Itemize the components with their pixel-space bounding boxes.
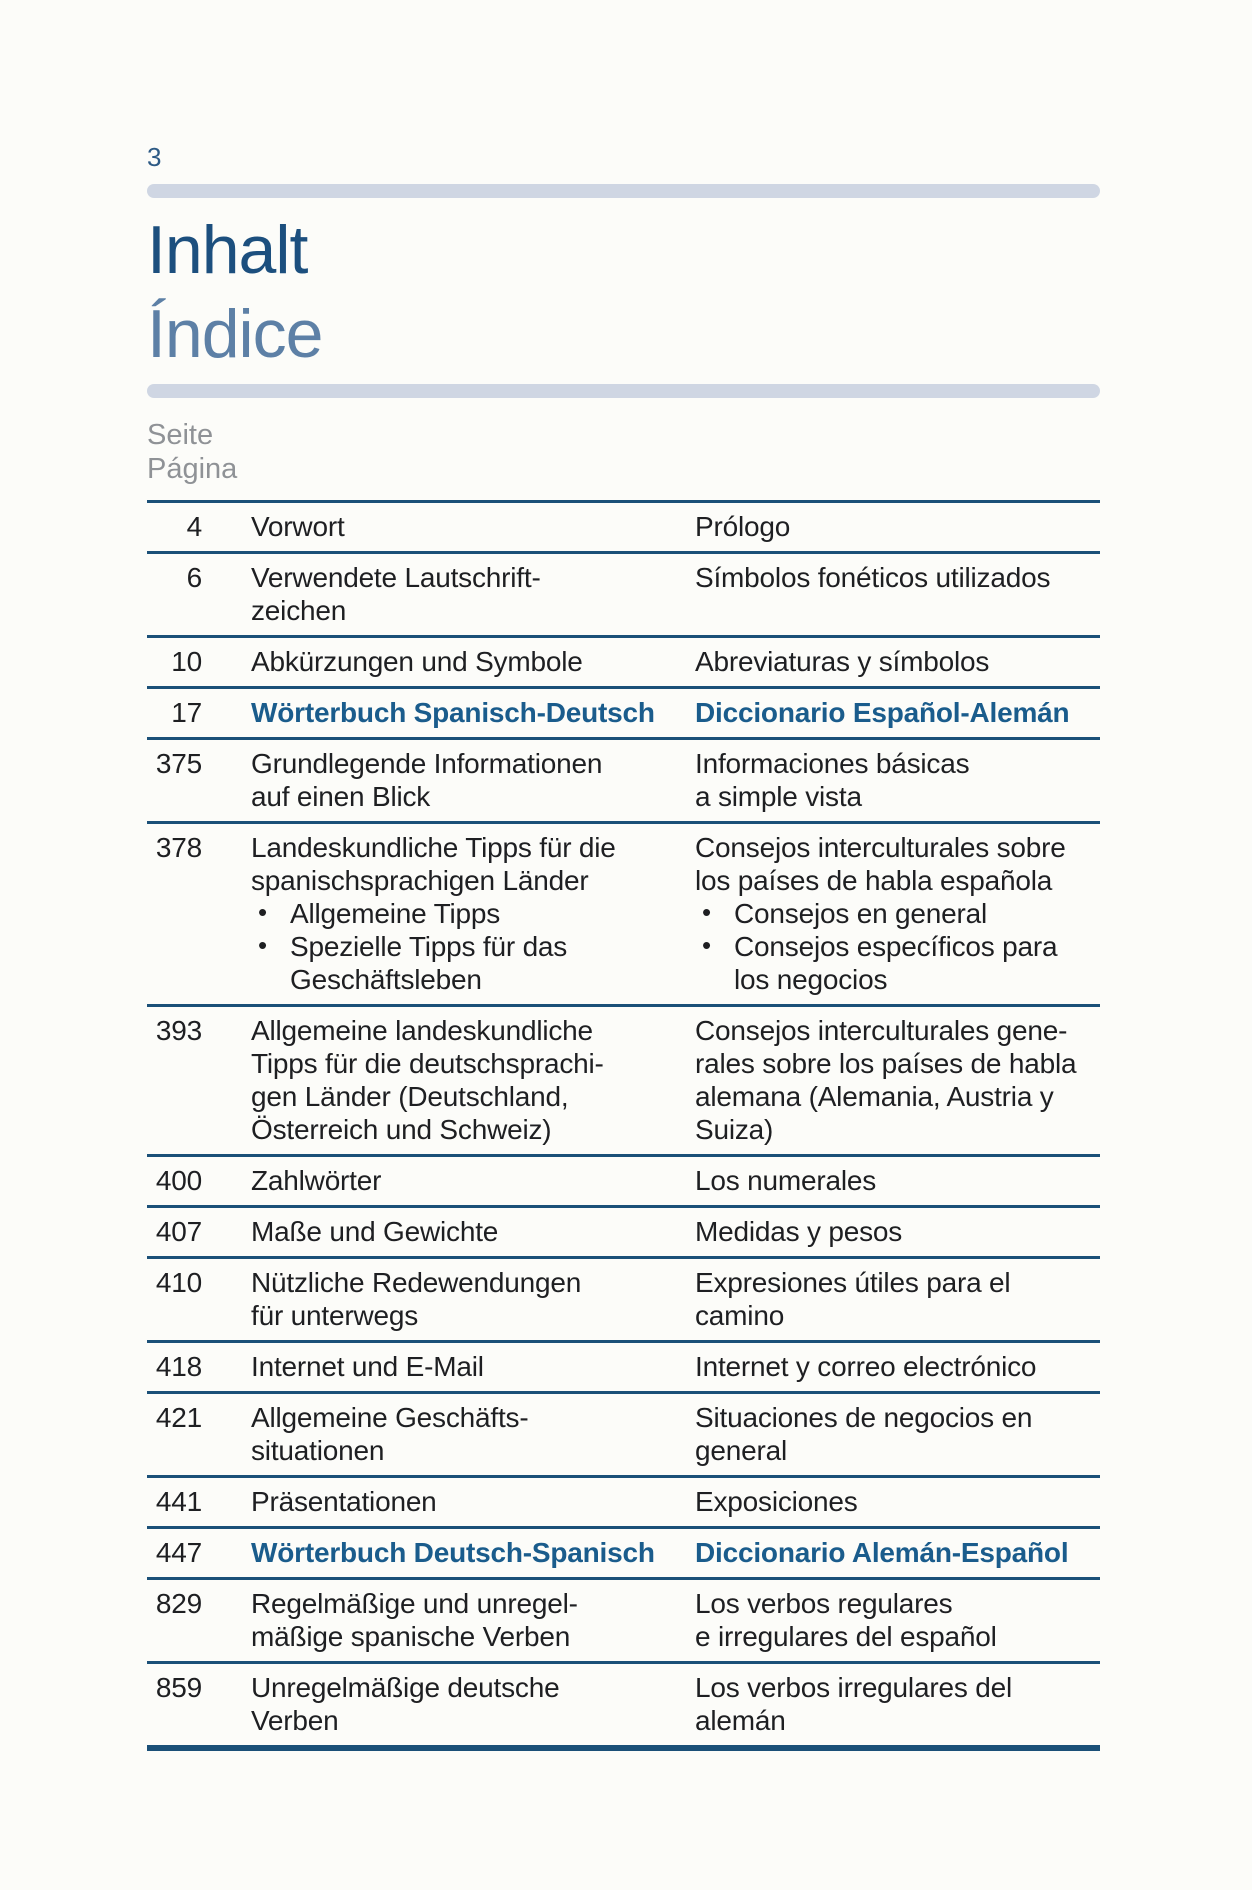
- toc-line: [251, 1704, 695, 1737]
- page-number-cell: 410: [155, 1267, 202, 1298]
- toc-line-text: Vorwort: [251, 511, 345, 542]
- toc-line-text: Expresiones útiles para el: [695, 1267, 1011, 1298]
- toc-line: [695, 1350, 1100, 1383]
- toc-line: [251, 747, 695, 780]
- toc-line-text: Präsentationen: [251, 1486, 437, 1517]
- toc-line-text: Verben: [251, 1705, 339, 1736]
- toc-line-text: gen Länder (Deutschland,: [251, 1081, 569, 1112]
- toc-line: [251, 864, 695, 897]
- page-title-block: [147, 208, 1100, 376]
- toc-line: [695, 1434, 1100, 1467]
- page-number-cell: 378: [155, 832, 202, 863]
- german-title-cell: [202, 561, 695, 627]
- toc-line-text: Tipps für die deutschsprachi-: [251, 1048, 604, 1079]
- german-title-cell: [202, 747, 695, 813]
- page-number-cell: 447: [155, 1537, 202, 1568]
- toc-line-text: für unterwegs: [251, 1300, 419, 1331]
- toc-line-text: Landeskundliche Tipps für die: [251, 832, 616, 863]
- toc-line-text: Medidas y pesos: [695, 1216, 903, 1247]
- toc-line-text: los países de habla española: [695, 865, 1053, 896]
- german-title-cell: [202, 1350, 695, 1383]
- bullet-icon: •: [702, 930, 711, 960]
- toc-line-text: Unregelmäßige deutsche: [251, 1672, 560, 1703]
- toc-line: [695, 1485, 1100, 1518]
- table-row: [147, 1664, 1100, 1751]
- toc-line-text: Wörterbuch Deutsch-Spanisch: [251, 1537, 655, 1568]
- toc-line: [695, 1215, 1100, 1248]
- toc-line: [695, 1401, 1100, 1434]
- spanish-title-cell: [695, 1671, 1100, 1737]
- toc-line: [251, 780, 695, 813]
- toc-line-text: mäßige spanische Verben: [251, 1621, 571, 1652]
- page-title-spanish: Índice: [147, 296, 323, 372]
- german-title-cell: [202, 1266, 695, 1332]
- german-title-cell: [202, 1014, 695, 1146]
- page-title-german: Inhalt: [147, 212, 308, 288]
- toc-line-text: Exposiciones: [695, 1486, 858, 1517]
- table-row: [147, 689, 1100, 740]
- toc-line-text: Nützliche Redewendungen: [251, 1267, 582, 1298]
- toc-line-text: Grundlegende Informationen: [251, 748, 603, 779]
- spanish-title-cell: [695, 1401, 1100, 1467]
- toc-line: [695, 963, 1100, 996]
- page-number-cell: 6: [186, 562, 202, 593]
- toc-line: [695, 1113, 1100, 1146]
- toc-line-text: Situaciones de negocios en: [695, 1402, 1033, 1433]
- toc-line: [251, 510, 695, 543]
- spanish-title-cell: [695, 747, 1100, 813]
- page-number-cell: 859: [155, 1672, 202, 1703]
- toc-table: [147, 500, 1100, 1751]
- table-row: [147, 1157, 1100, 1208]
- toc-line-text: Allgemeine Tipps: [290, 898, 501, 929]
- german-title-cell: [202, 1485, 695, 1518]
- toc-line: [251, 1047, 695, 1080]
- toc-line: [695, 780, 1100, 813]
- german-title-cell: [202, 510, 695, 543]
- toc-line-text: Consejos específicos para: [734, 931, 1058, 962]
- page-number-cell: 407: [155, 1216, 202, 1247]
- toc-line: [251, 696, 695, 729]
- toc-line-text: Diccionario Alemán-Español: [695, 1537, 1069, 1568]
- bullet-icon: •: [258, 897, 267, 927]
- toc-line: [695, 1014, 1100, 1047]
- toc-line: [251, 1266, 695, 1299]
- toc-line-text: Österreich und Schweiz): [251, 1114, 552, 1145]
- toc-line: [251, 1113, 695, 1146]
- toc-line: [695, 1164, 1100, 1197]
- table-row: [147, 824, 1100, 1007]
- page-number-cell: 829: [155, 1588, 202, 1619]
- toc-line-text: Verwendete Lautschrift-: [251, 562, 541, 593]
- toc-line: [251, 1620, 695, 1653]
- toc-line-text: Prólogo: [695, 511, 791, 542]
- bullet-icon: •: [702, 897, 711, 927]
- toc-line: [251, 1164, 695, 1197]
- spanish-title-cell: [695, 1014, 1100, 1146]
- table-row: [147, 1007, 1100, 1157]
- toc-line: [251, 1299, 695, 1332]
- page-number-cell: 400: [155, 1165, 202, 1196]
- german-title-cell: [202, 1587, 695, 1653]
- toc-line-text: los negocios: [734, 964, 888, 995]
- toc-line-text: Zahlwörter: [251, 1165, 382, 1196]
- toc-line: [251, 1485, 695, 1518]
- toc-line-text: Los verbos irregulares del: [695, 1672, 1012, 1703]
- toc-line-text: Los verbos regulares: [695, 1588, 953, 1619]
- toc-line-text: alemán: [695, 1705, 786, 1736]
- toc-line: [251, 1587, 695, 1620]
- page-number-cell: 441: [155, 1486, 202, 1517]
- table-row: [147, 1208, 1100, 1259]
- spanish-title-cell: [695, 645, 1100, 678]
- toc-line: [251, 1080, 695, 1113]
- toc-line: [695, 1671, 1100, 1704]
- toc-line-text: Geschäftsleben: [290, 964, 482, 995]
- toc-line: [251, 645, 695, 678]
- toc-line-text: Regelmäßige und unregel-: [251, 1588, 578, 1619]
- toc-line: [695, 645, 1100, 678]
- german-title-cell: [202, 1215, 695, 1248]
- column-headers: [147, 418, 1100, 486]
- toc-line-text: Internet und E-Mail: [251, 1351, 484, 1382]
- toc-line: [251, 963, 695, 996]
- toc-line-text: Abreviaturas y símbolos: [695, 646, 990, 677]
- spanish-title-cell: [695, 1350, 1100, 1383]
- toc-line-text: situationen: [251, 1435, 385, 1466]
- german-title-cell: [202, 831, 695, 996]
- toc-line-text: zeichen: [251, 595, 347, 626]
- table-row: [147, 1478, 1100, 1529]
- toc-line-text: Informaciones básicas: [695, 748, 970, 779]
- page-number-cell: 10: [171, 646, 202, 677]
- toc-line: [251, 594, 695, 627]
- toc-line: [251, 1401, 695, 1434]
- table-row: [147, 1259, 1100, 1343]
- spanish-title-cell: [695, 1485, 1100, 1518]
- toc-line-text: general: [695, 1435, 788, 1466]
- toc-line: [251, 1671, 695, 1704]
- toc-line: [695, 747, 1100, 780]
- toc-line: [695, 930, 1100, 963]
- toc-line: [251, 1215, 695, 1248]
- toc-line-text: Spezielle Tipps für das: [290, 931, 568, 962]
- toc-line-text: Suiza): [695, 1114, 774, 1145]
- toc-line: [251, 561, 695, 594]
- toc-line-text: Consejos interculturales sobre: [695, 832, 1066, 863]
- toc-line-text: Diccionario Español-Alemán: [695, 697, 1070, 728]
- page-number-cell: 375: [155, 748, 202, 779]
- toc-line-text: spanischsprachigen Länder: [251, 865, 589, 896]
- german-title-cell: [202, 1164, 695, 1197]
- toc-line: [251, 897, 695, 930]
- toc-line-text: Wörterbuch Spanisch-Deutsch: [251, 697, 655, 728]
- table-row: [147, 1529, 1100, 1580]
- table-row: [147, 554, 1100, 638]
- table-row: [147, 1343, 1100, 1394]
- toc-line-text: e irregulares del español: [695, 1621, 997, 1652]
- table-row: [147, 1394, 1100, 1478]
- toc-line-text: Internet y correo electrónico: [695, 1351, 1037, 1382]
- toc-line-text: Allgemeine landeskundliche: [251, 1015, 593, 1046]
- toc-line-text: Consejos en general: [734, 898, 988, 929]
- toc-line: [695, 1587, 1100, 1620]
- toc-line-text: Allgemeine Geschäfts-: [251, 1402, 529, 1433]
- toc-line: [695, 897, 1100, 930]
- toc-line: [695, 864, 1100, 897]
- spanish-title-cell: [695, 510, 1100, 543]
- german-title-cell: [202, 645, 695, 678]
- page-number-cell: 393: [155, 1015, 202, 1046]
- spanish-title-cell: [695, 1266, 1100, 1332]
- table-row: [147, 503, 1100, 554]
- spanish-title-cell: [695, 1587, 1100, 1653]
- toc-line-text: a simple vista: [695, 781, 862, 812]
- spanish-title-cell: [695, 831, 1100, 996]
- page-number: 3: [147, 142, 162, 172]
- page-number-cell: 418: [155, 1351, 202, 1382]
- spanish-title-cell: [695, 1536, 1100, 1569]
- toc-line: [695, 1536, 1100, 1569]
- toc-line: [695, 831, 1100, 864]
- page-number-cell: 4: [186, 511, 202, 542]
- table-row: [147, 740, 1100, 824]
- toc-line: [251, 1434, 695, 1467]
- toc-line: [695, 1620, 1100, 1653]
- toc-line-text: auf einen Blick: [251, 781, 431, 812]
- toc-line-text: Abkürzungen und Symbole: [251, 646, 583, 677]
- toc-line-text: alemana (Alemania, Austria y: [695, 1081, 1054, 1112]
- spanish-title-cell: [695, 1164, 1100, 1197]
- toc-line: [251, 1536, 695, 1569]
- bullet-icon: •: [258, 930, 267, 960]
- page-number-cell: 17: [171, 697, 202, 728]
- toc-line-text: Consejos interculturales gene-: [695, 1015, 1068, 1046]
- divider-bar-top: [147, 184, 1100, 198]
- toc-line-text: rales sobre los países de habla: [695, 1048, 1077, 1079]
- toc-line: [695, 696, 1100, 729]
- german-title-cell: [202, 1401, 695, 1467]
- toc-line: [695, 1047, 1100, 1080]
- toc-line: [695, 1704, 1100, 1737]
- toc-line: [251, 930, 695, 963]
- german-title-cell: [202, 1671, 695, 1737]
- toc-line-text: Maße und Gewichte: [251, 1216, 499, 1247]
- table-row: [147, 1580, 1100, 1664]
- page-number-cell: 421: [155, 1402, 202, 1433]
- divider-bar-middle: [147, 384, 1100, 398]
- toc-line: [695, 1266, 1100, 1299]
- toc-line: [695, 1299, 1100, 1332]
- toc-line: [695, 510, 1100, 543]
- spanish-title-cell: [695, 1215, 1100, 1248]
- german-title-cell: [202, 696, 695, 729]
- toc-line: [251, 1014, 695, 1047]
- toc-line: [695, 561, 1100, 594]
- german-title-cell: [202, 1536, 695, 1569]
- toc-line: [251, 1350, 695, 1383]
- column-header-seite: Seite: [147, 419, 214, 451]
- toc-line: [695, 1080, 1100, 1113]
- table-row: [147, 638, 1100, 689]
- toc-line: [251, 831, 695, 864]
- spanish-title-cell: [695, 696, 1100, 729]
- column-header-pagina: Página: [147, 453, 238, 485]
- toc-line-text: Símbolos fonéticos utilizados: [695, 562, 1051, 593]
- spanish-title-cell: [695, 561, 1100, 627]
- toc-line-text: Los numerales: [695, 1165, 877, 1196]
- toc-line-text: camino: [695, 1300, 785, 1331]
